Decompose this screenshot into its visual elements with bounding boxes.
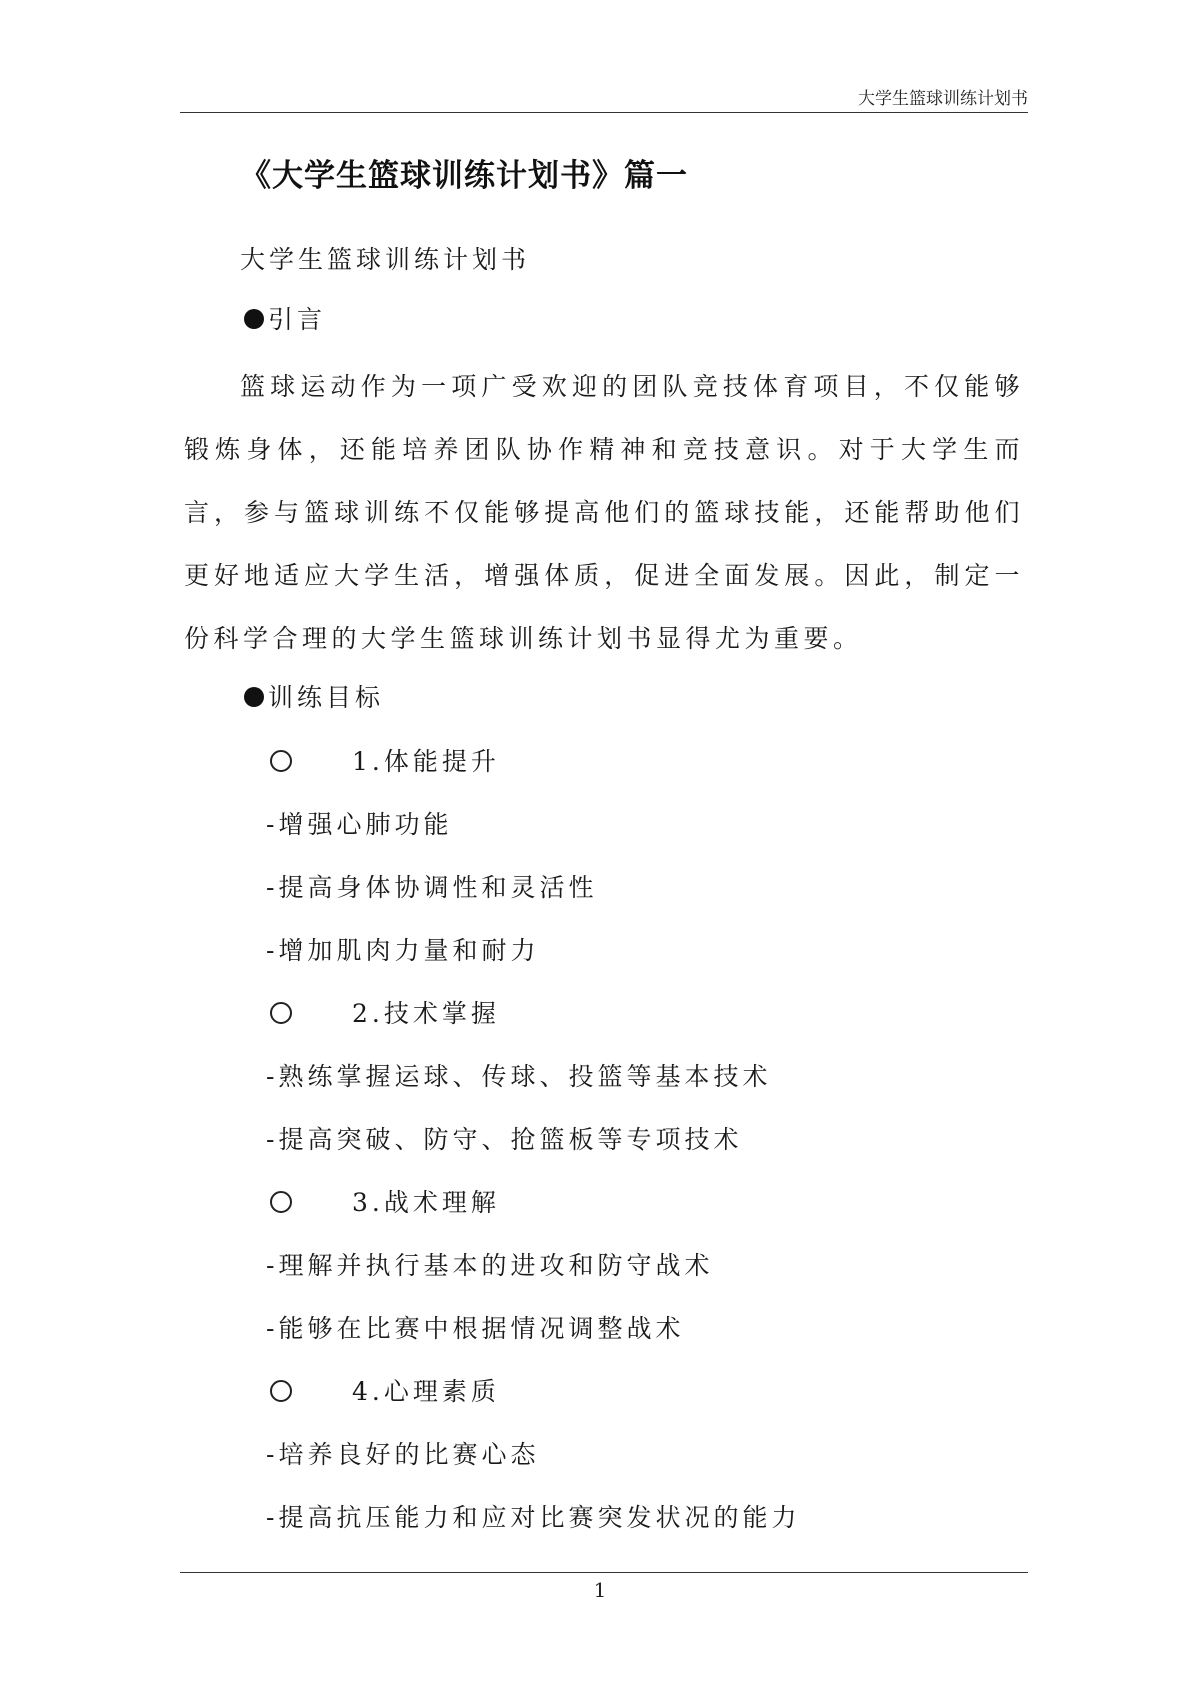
list-item: -提高突破、防守、抢篮板等专项技术 bbox=[266, 1125, 743, 1154]
list-item: -能够在比赛中根据情况调整战术 bbox=[266, 1314, 685, 1343]
list-item: -熟练掌握运球、传球、投篮等基本技术 bbox=[266, 1062, 772, 1091]
subsection-title: 2.技术掌握 bbox=[352, 999, 500, 1028]
circle-bullet-icon bbox=[270, 1380, 292, 1402]
subtitle: 大学生篮球训练计划书 bbox=[240, 245, 531, 274]
list-item: -增强心肺功能 bbox=[266, 810, 453, 839]
subsection-title: 1.体能提升 bbox=[352, 747, 500, 776]
circle-bullet-icon bbox=[270, 1002, 292, 1024]
bullet-icon bbox=[244, 309, 264, 329]
list-item: -培养良好的比赛心态 bbox=[266, 1440, 540, 1469]
list-item: -增加肌肉力量和耐力 bbox=[266, 936, 540, 965]
section-heading-label: 引言 bbox=[268, 305, 327, 334]
list-item: -理解并执行基本的进攻和防守战术 bbox=[266, 1251, 714, 1280]
running-header: 大学生篮球训练计划书 bbox=[858, 89, 1028, 109]
list-item: -提高抗压能力和应对比赛突发状况的能力 bbox=[266, 1503, 801, 1532]
document-title: 《大学生篮球训练计划书》篇一 bbox=[240, 158, 688, 194]
intro-paragraph: 篮球运动作为一项广受欢迎的团队竞技体育项目，不仅能够锻炼身体，还能培养团队协作精神和竞技意识。对于大学生而言，参与篮球训练不仅能够提高他们的篮球技能，还能帮助他们更好地适应大学生活，增强体质，促进全面发展。因此，制定一份科学合理的大学生篮球训练计划书显得尤为重要。 bbox=[184, 372, 1024, 653]
circle-bullet-icon bbox=[270, 750, 292, 772]
list-item: -提高身体协调性和灵活性 bbox=[266, 873, 598, 902]
subsection-title: 3.战术理解 bbox=[352, 1188, 500, 1217]
section-heading-intro bbox=[244, 300, 326, 336]
section-heading-label: 训练目标 bbox=[268, 683, 385, 712]
footer-divider bbox=[180, 1572, 1028, 1573]
page-number: 1 bbox=[593, 1578, 607, 1602]
section-heading-goals bbox=[244, 678, 384, 714]
bullet-icon bbox=[244, 687, 264, 707]
header-divider bbox=[180, 112, 1028, 113]
subsection-title: 4.心理素质 bbox=[352, 1377, 500, 1406]
circle-bullet-icon bbox=[270, 1191, 292, 1213]
